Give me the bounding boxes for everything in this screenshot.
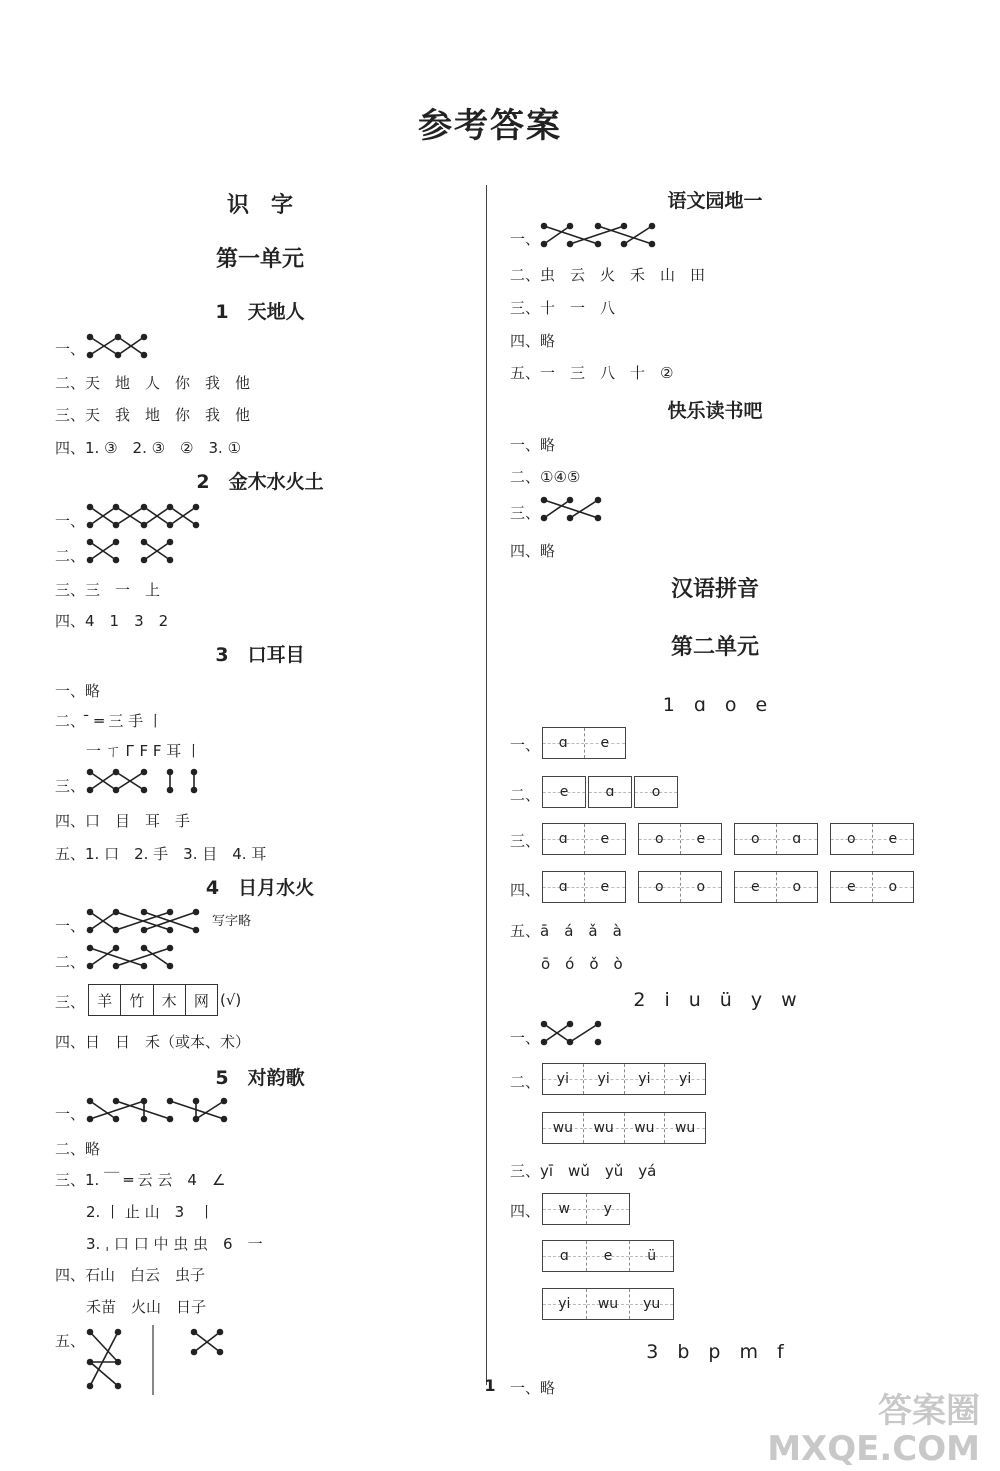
pinyin-letter: o — [792, 879, 802, 895]
pinyin-letter: ɑ — [605, 784, 615, 800]
lesson-heading-3: 3 口耳目 — [215, 644, 305, 666]
matching-diagram — [86, 1097, 231, 1125]
answer-line: 二、略 — [55, 1140, 101, 1158]
heading-kuaiyuedushu: 快乐读书吧 — [667, 400, 763, 422]
pinyin-letter: w — [558, 1201, 570, 1217]
word-cell: 羊 — [89, 985, 121, 1015]
answer-line: 五、 — [55, 1332, 86, 1350]
answer-line: 三、天 我 地 你 我 他 — [55, 406, 251, 424]
pinyin-letter: yi — [558, 1296, 571, 1312]
pinyin-box — [734, 871, 818, 903]
answer-line: 四、日 日 禾（或本、术） — [55, 1033, 251, 1051]
lesson-heading-p3: 3 b p m f — [646, 1341, 784, 1363]
answer-line: 三、十 一 八 — [510, 299, 616, 317]
pinyin-box — [588, 776, 632, 808]
pinyin-letter: o — [696, 879, 706, 895]
answer-line: 一、 — [55, 1105, 86, 1123]
pinyin-letter: o — [888, 879, 898, 895]
pinyin-box — [542, 1288, 674, 1320]
pinyin-letter: yi — [556, 1071, 569, 1087]
lesson-heading-4: 4 日月水火 — [205, 877, 315, 899]
pinyin-box — [830, 823, 914, 855]
answer-line: 三、三 一 上 — [55, 581, 161, 599]
answer-line: 四、 — [510, 1202, 541, 1220]
answer-line: 三、yī wǔ yǔ yá — [510, 1162, 657, 1180]
matching-diagram — [86, 908, 201, 936]
word-cell: 网 — [193, 991, 209, 1010]
pinyin-box — [542, 776, 586, 808]
answer-line: 二、虫 云 火 禾 山 田 — [510, 266, 706, 284]
answer-line: 四、略 — [510, 542, 556, 560]
heading-yuwenyuandi: 语文园地一 — [667, 190, 763, 212]
watermark-logo: 答案圈 MXQE.COM — [767, 1391, 980, 1469]
answer-line: 3. ˌ 口 口 中 虫 虫 6 一 — [86, 1235, 263, 1253]
matching-diagram — [86, 944, 176, 972]
answer-line: ō ó ǒ ò — [541, 955, 623, 973]
unit-heading-1: 第一单元 — [215, 247, 304, 272]
answer-line: 四、略 — [510, 332, 556, 350]
pinyin-box — [638, 823, 722, 855]
pinyin-letter: o — [651, 784, 661, 800]
pinyin-box — [542, 1112, 706, 1144]
pinyin-letter: o — [750, 831, 760, 847]
answer-line: 一、 — [510, 1029, 541, 1047]
pinyin-letter: o — [846, 831, 856, 847]
pinyin-letter: e — [750, 879, 760, 895]
matching-diagram — [540, 1020, 605, 1048]
answer-line: 一、 — [510, 736, 541, 754]
pinyin-letter: o — [654, 831, 664, 847]
answer-line: 三、1. ￣ ═ 云 云 4 ∠ — [55, 1171, 226, 1189]
pinyin-letter: ɑ — [558, 735, 568, 751]
pinyin-letter: wu — [634, 1120, 655, 1136]
check-mark: (√) — [220, 991, 242, 1009]
matching-diagram — [86, 333, 148, 361]
pinyin-letter: e — [603, 1248, 613, 1264]
answer-line: 禾苗 火山 日子 — [86, 1298, 207, 1316]
pinyin-letter: yi — [638, 1071, 651, 1087]
answer-line: 二、 — [510, 1073, 541, 1091]
pinyin-letter: wu — [593, 1120, 614, 1136]
pinyin-box — [734, 823, 818, 855]
answer-line: 二、 ̄ ═ 三 手 丨 — [55, 712, 163, 730]
pinyin-box — [542, 1240, 674, 1272]
answer-line: 2. 丨 止 山 3 丨 — [86, 1203, 215, 1221]
lesson-heading-p2: 2 i u ü y w — [633, 989, 797, 1011]
pinyin-letter: yu — [643, 1296, 661, 1312]
answer-line: 二、天 地 人 你 我 他 — [55, 374, 251, 392]
pinyin-letter: e — [600, 879, 610, 895]
page-title: 参考答案 — [418, 106, 562, 146]
pinyin-letter: wu — [674, 1120, 696, 1136]
word-cell: 木 — [154, 985, 186, 1015]
answer-line: 一、 — [55, 512, 86, 530]
matching-diagram — [540, 496, 605, 524]
column-divider — [486, 185, 487, 1385]
answer-line: 一 ㄒ Г F F 耳 丨 — [86, 742, 202, 760]
answer-line: 五、1. 口 2. 手 3. 目 4. 耳 — [55, 845, 267, 863]
word-cell: 竹 — [121, 985, 153, 1015]
answer-line: 四、石山 白云 虫子 — [55, 1266, 206, 1284]
lesson-heading-2: 2 金木水火土 — [196, 471, 324, 493]
answer-line: 一、 — [55, 917, 86, 935]
lesson-heading-1: 1 天地人 — [215, 301, 305, 323]
pinyin-box — [830, 871, 914, 903]
pinyin-box — [638, 871, 722, 903]
answer-line: 一、 — [510, 230, 541, 248]
lesson-heading-p1: 1 ɑ o e — [662, 694, 768, 716]
answer-line: 一、略 — [510, 1379, 556, 1397]
answer-line: 三、 — [55, 993, 86, 1011]
answer-line: 二、①④⑤ — [510, 468, 581, 486]
answer-line: 一、略 — [55, 682, 101, 700]
write-note: 写字略 — [212, 914, 252, 929]
answer-line: 四、1. ③ 2. ③ ② 3. ① — [55, 439, 242, 457]
answer-line: 二、 — [55, 953, 86, 971]
word-grid — [88, 984, 218, 1016]
pinyin-letter: wu — [552, 1120, 574, 1136]
pinyin-letter: ɑ — [558, 831, 568, 847]
pinyin-letter: wu — [597, 1296, 619, 1312]
answer-line: 二、 — [55, 547, 86, 565]
answer-line: 四、4 1 3 2 — [55, 612, 169, 630]
pinyin-letter: ɑ — [559, 1248, 569, 1264]
pinyin-box — [542, 1063, 706, 1095]
pinyin-letter: ü — [647, 1248, 657, 1264]
pinyin-letter: e — [559, 784, 569, 800]
pinyin-letter: yi — [597, 1071, 610, 1087]
pinyin-box — [542, 871, 626, 903]
pinyin-box — [634, 776, 678, 808]
pinyin-letter: e — [846, 879, 856, 895]
pinyin-letter: e — [696, 831, 706, 847]
pinyin-letter: y — [603, 1201, 612, 1217]
matching-diagram — [86, 768, 201, 796]
answer-line: 一、略 — [510, 436, 556, 454]
pinyin-letter: ɑ — [792, 831, 802, 847]
pinyin-box — [542, 1193, 630, 1225]
answer-line: 五、ā á ǎ à — [510, 922, 622, 940]
section-heading-shizi: 识 字 — [226, 193, 293, 218]
answer-line: 三、 — [55, 777, 86, 795]
matching-diagram — [86, 538, 176, 566]
matching-diagram — [540, 222, 660, 250]
answer-line: 四、口 目 耳 手 — [55, 812, 191, 830]
pinyin-letter: ɑ — [558, 879, 568, 895]
pinyin-letter: e — [888, 831, 898, 847]
pinyin-letter: e — [600, 735, 610, 751]
pinyin-letter: yi — [679, 1071, 692, 1087]
answer-line: 二、 — [510, 786, 541, 804]
answer-line: 一、 — [55, 340, 86, 358]
pinyin-letter: o — [654, 879, 664, 895]
pinyin-box — [542, 727, 626, 759]
answer-line: 三、 — [510, 832, 541, 850]
matching-diagram — [86, 503, 201, 531]
pinyin-box — [542, 823, 626, 855]
lesson-heading-5: 5 对韵歌 — [215, 1067, 305, 1089]
section-heading-pinyin: 汉语拼音 — [670, 577, 759, 602]
unit-heading-2: 第二单元 — [670, 635, 759, 660]
page-number: 1 — [484, 1376, 496, 1395]
answer-line: 四、 — [510, 881, 541, 899]
pinyin-letter: e — [600, 831, 610, 847]
answer-line: 三、 — [510, 504, 541, 522]
answer-line: 五、一 三 八 十 ② — [510, 364, 674, 382]
